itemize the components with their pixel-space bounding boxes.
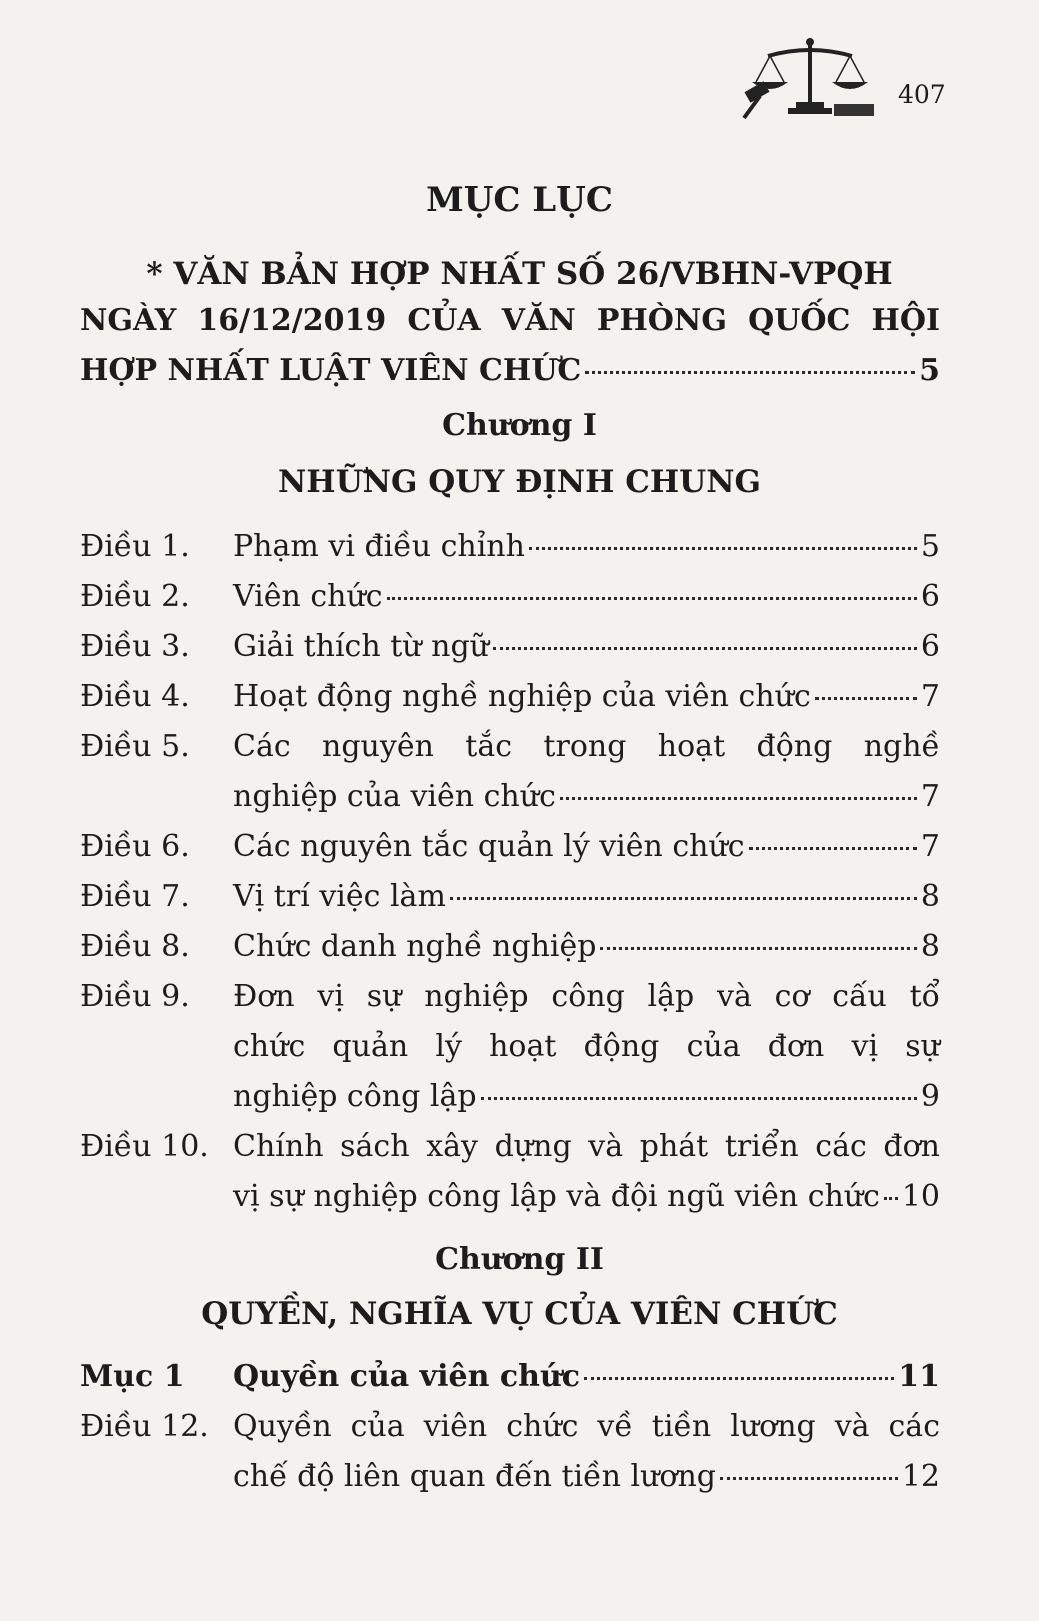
- page-ref: 8: [920, 929, 940, 964]
- page-ref: 6: [920, 629, 940, 664]
- entry-title: Đơn vị sự nghiệp công lập và cơ cấu tổ: [233, 979, 940, 1014]
- entry-title: Các nguyên tắc trong hoạt động nghề: [233, 729, 940, 764]
- toc-entry[interactable]: [80, 972, 940, 1122]
- entry-title: Vị trí việc làm: [233, 879, 446, 914]
- entry-title-cont: chế độ liên quan đến tiền lương: [233, 1459, 716, 1494]
- document-heading-line-2: NGÀY 16/12/2019 CỦA VĂN PHÒNG QUỐC HỘI: [80, 303, 940, 338]
- page-ref: 5: [919, 353, 940, 388]
- entry-title: Phạm vi điều chỉnh: [233, 529, 525, 564]
- leader-dots: [584, 1376, 894, 1380]
- document-heading-line-3: HỢP NHẤT LUẬT VIÊN CHỨC: [80, 353, 582, 388]
- leader-dots: [815, 696, 917, 700]
- page-ref: 7: [920, 829, 940, 864]
- toc-entry[interactable]: [80, 1122, 940, 1222]
- entry-title: Quyền của viên chức về tiền lương và các: [233, 1409, 940, 1444]
- leader-dots: [585, 370, 915, 374]
- leader-dots: [387, 596, 917, 600]
- toc-entry[interactable]: [80, 722, 940, 822]
- entry-title: Chính sách xây dựng và phát triển các đơn: [233, 1129, 940, 1164]
- chapter-1-label: Chương I: [442, 408, 597, 443]
- entry-number: Điều 5.: [80, 729, 190, 764]
- leader-dots: [749, 846, 917, 850]
- entry-title: Chức danh nghề nghiệp: [233, 929, 597, 964]
- entry-number: Điều 7.: [80, 879, 190, 914]
- scales-of-justice-icon: [740, 34, 880, 120]
- leader-dots: [450, 896, 917, 900]
- page-ref: 6: [920, 579, 940, 614]
- leader-dots: [481, 1096, 917, 1100]
- leader-dots: [529, 546, 917, 550]
- page-ref: 5: [920, 529, 940, 564]
- entry-title: Các nguyên tắc quản lý viên chức: [233, 829, 745, 864]
- page-ref: 7: [920, 779, 940, 814]
- page-ref: 7: [920, 679, 940, 714]
- toc-title: MỤC LỤC: [426, 180, 613, 220]
- entry-title-cont: vị sự nghiệp công lập và đội ngũ viên chức: [233, 1179, 880, 1214]
- entry-number: Điều 3.: [80, 629, 190, 664]
- page-ref: 10: [901, 1179, 940, 1214]
- entry-number: Điều 6.: [80, 829, 190, 864]
- entry-title-cont: chức quản lý hoạt động của đơn vị sự: [233, 1029, 940, 1064]
- page-ref: 8: [920, 879, 940, 914]
- entry-title-cont: nghiệp của viên chức: [233, 779, 556, 814]
- document-heading-line-1: * VĂN BẢN HỢP NHẤT SỐ 26/VBHN-VPQH: [146, 256, 893, 292]
- entry-title: Giải thích từ ngữ: [233, 629, 489, 664]
- leader-dots: [884, 1196, 898, 1200]
- chapter-2-label: Chương II: [435, 1242, 604, 1277]
- entry-number: Điều 9.: [80, 979, 190, 1014]
- leader-dots: [560, 796, 917, 800]
- page-ref: 11: [898, 1359, 940, 1394]
- entry-number: Điều 2.: [80, 579, 190, 614]
- entry-title-cont: nghiệp công lập: [233, 1079, 477, 1114]
- entry-number: Điều 12.: [80, 1409, 209, 1444]
- page-number: 407: [898, 80, 946, 109]
- page-ref: 12: [901, 1459, 940, 1494]
- page-ref: 9: [920, 1079, 940, 1114]
- section-title: Quyền của viên chức: [233, 1359, 581, 1394]
- leader-dots: [600, 946, 916, 950]
- leader-dots: [720, 1476, 898, 1480]
- entry-number: Điều 10.: [80, 1129, 209, 1164]
- entry-title: Hoạt động nghề nghiệp của viên chức: [233, 679, 811, 714]
- entry-number: Điều 8.: [80, 929, 190, 964]
- toc-entry[interactable]: [80, 1402, 940, 1502]
- section-number: Mục 1: [80, 1359, 185, 1394]
- entry-number: Điều 4.: [80, 679, 190, 714]
- entry-title: Viên chức: [233, 579, 383, 614]
- chapter-2-title: QUYỀN, NGHĨA VỤ CỦA VIÊN CHỨC: [201, 1296, 838, 1332]
- entry-number: Điều 1.: [80, 529, 190, 564]
- leader-dots: [493, 646, 917, 650]
- chapter-1-title: NHỮNG QUY ĐỊNH CHUNG: [277, 464, 762, 500]
